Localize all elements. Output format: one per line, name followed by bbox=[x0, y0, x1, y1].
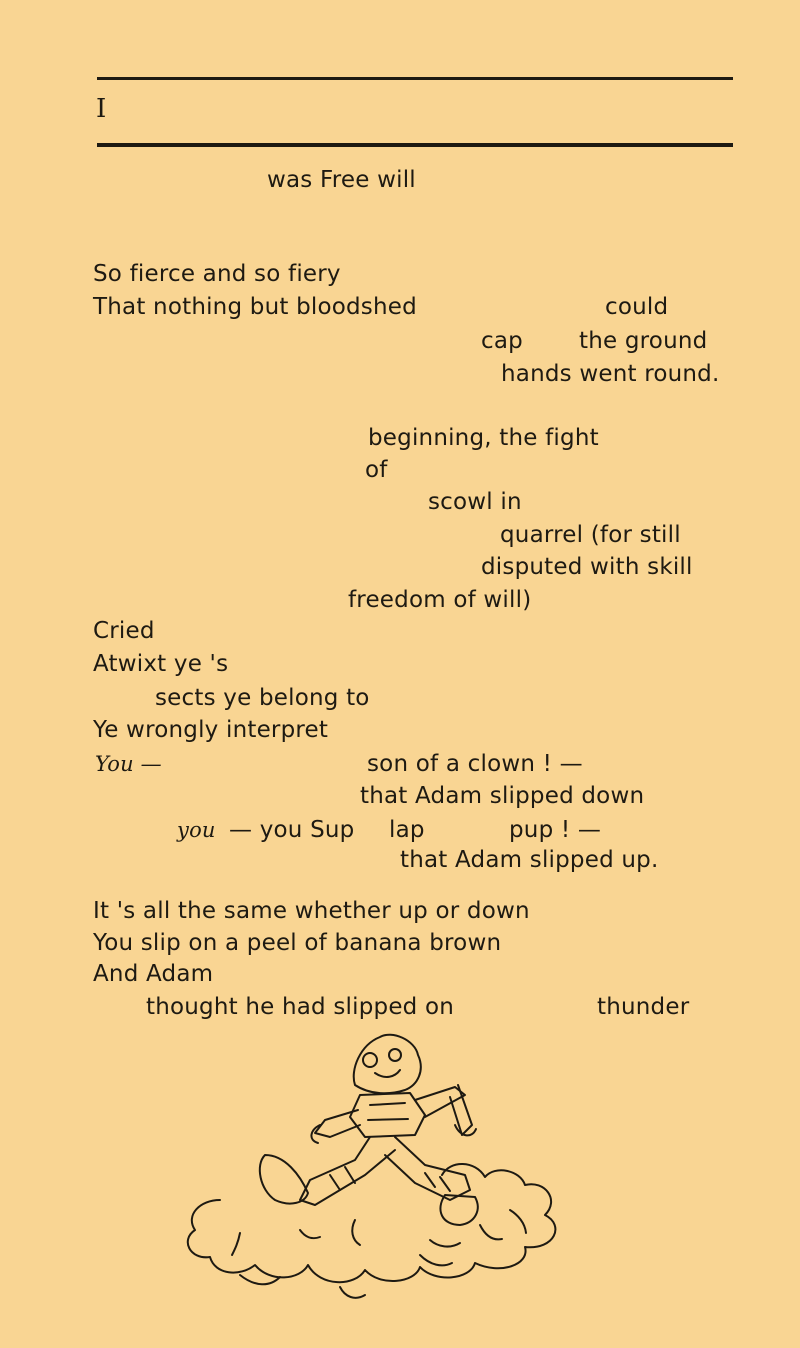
poem-line: thought he had slipped on bbox=[146, 994, 455, 1020]
poem-line: You slip on a peel of banana brown bbox=[93, 930, 502, 956]
poem-line: pup ! — bbox=[509, 817, 602, 843]
header-rule-bottom bbox=[97, 143, 733, 147]
poem-line: hands went round. bbox=[501, 361, 720, 387]
poem-line: that Adam slipped down bbox=[360, 783, 645, 809]
poem-line: Ye wrongly interpret bbox=[93, 717, 329, 743]
poem-line: thunder bbox=[597, 994, 690, 1020]
poem-line: Atwixt ye 's bbox=[93, 651, 229, 677]
poem-line: cap bbox=[481, 328, 523, 354]
poem-line: that Adam slipped up. bbox=[400, 847, 659, 873]
poem-line: disputed with skill bbox=[481, 554, 693, 580]
poem-line: You — bbox=[95, 752, 162, 776]
poem-line: freedom of will) bbox=[348, 587, 532, 613]
header-rule-top bbox=[97, 77, 733, 80]
clown-sliding-on-cloud-drawing bbox=[180, 1025, 620, 1315]
poem-line: was Free will bbox=[267, 167, 416, 193]
poem-line: of bbox=[365, 457, 388, 483]
page-number: I bbox=[96, 94, 107, 124]
poem-line: beginning, the fight bbox=[368, 425, 599, 451]
poem-line: — you Sup bbox=[229, 817, 355, 843]
poem-line: quarrel (for still bbox=[500, 522, 681, 548]
poem-line: sects ye belong to bbox=[155, 685, 370, 711]
poem-line: you bbox=[177, 818, 216, 842]
poem-line: lap bbox=[389, 817, 425, 843]
poem-line: could bbox=[605, 294, 669, 320]
poem-line: That nothing but bloodshed bbox=[93, 294, 417, 320]
poem-line: So fierce and so fiery bbox=[93, 261, 341, 287]
poem-line: the ground bbox=[579, 328, 708, 354]
poem-line: And Adam bbox=[93, 961, 214, 987]
poem-line: Cried bbox=[93, 618, 155, 644]
poem-line: It 's all the same whether up or down bbox=[93, 898, 530, 924]
poem-line: scowl in bbox=[428, 489, 522, 515]
poem-line: son of a clown ! — bbox=[367, 751, 583, 777]
